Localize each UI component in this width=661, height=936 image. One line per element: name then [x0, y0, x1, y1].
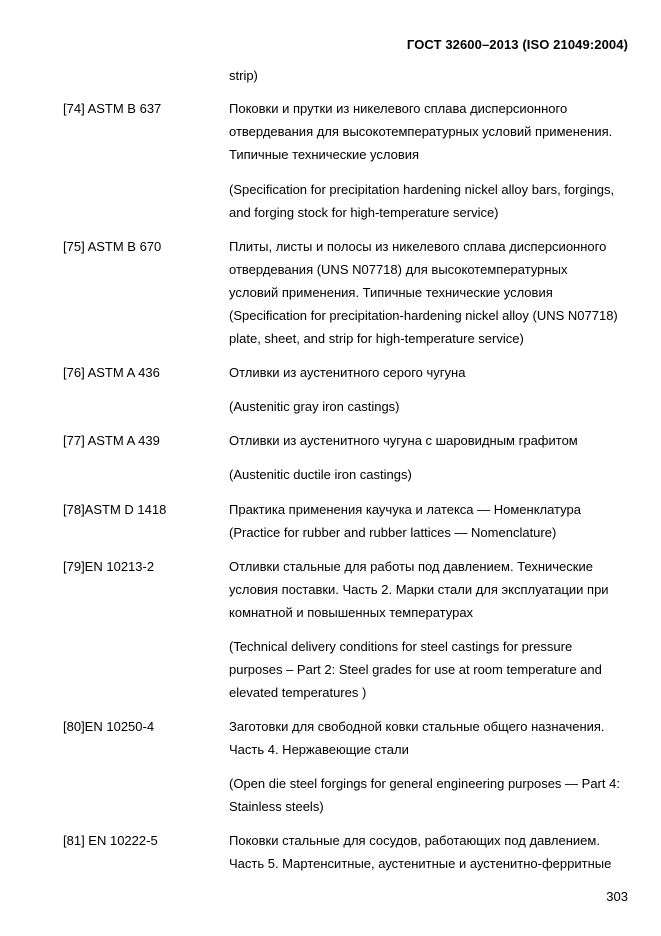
english-title-line: (Open die steel forgings for general engineering purposes — Part 4: [229, 776, 620, 791]
reference-number: [77] ASTM A 439 [63, 433, 160, 448]
russian-title-line: Поковки стальные для сосудов, работающих под давлением. [229, 833, 600, 848]
english-title-line: (Specification for precipitation hardening nickel alloy bars, forgings, [229, 182, 615, 197]
english-title-line: (Austenitic gray iron castings) [229, 399, 400, 414]
reference-number: [79]EN 10213-2 [63, 559, 155, 574]
russian-title-line: отвердевания для высокотемпературных условий применения. [229, 124, 613, 139]
russian-title-line: Отливки из аустенитного чугуна с шаровидным графитом [229, 433, 578, 448]
english-title-line: purposes – Part 2: Steel grades for use at room temperature and [229, 662, 602, 677]
english-title-line: Stainless steels) [229, 799, 324, 814]
russian-title-line: комнатной и повышенных температурах [229, 605, 474, 620]
russian-title-line: Плиты, листы и полосы из никелевого сплава дисперсионного [229, 239, 607, 254]
reference-number: [80]EN 10250-4 [63, 719, 155, 734]
russian-title-line: условий применения. Типичные технические условия [229, 285, 553, 300]
reference-number: [74] ASTM B 637 [63, 101, 162, 116]
english-title-line: and forging stock for high-temperature service) [229, 205, 499, 220]
english-title-line: (Specification for precipitation-hardening nickel alloy (UNS N07718) [229, 308, 618, 323]
russian-title-line: Часть 5. Мартенситные, аустенитные и аустенитно-ферритные [229, 856, 612, 871]
page-number: 303 [606, 889, 628, 904]
document-header: ГОСТ 32600–2013 (ISO 21049:2004) [406, 37, 628, 52]
russian-title-line: Отливки стальные для работы под давлением. Технические [229, 559, 593, 574]
russian-title-line: Практика применения каучука и латекса — Номенклатура [229, 502, 581, 517]
reference-number: [78]ASTM D 1418 [63, 502, 167, 517]
russian-title-line: отвердевания (UNS N07718) для высокотемпературных [229, 262, 568, 277]
russian-title-line: Отливки из аустенитного серого чугуна [229, 365, 466, 380]
russian-title-line: Заготовки для свободной ковки стальные общего назначения. [229, 719, 605, 734]
english-title-line: plate, sheet, and strip for high-temperature service) [229, 331, 524, 346]
english-title-line: elevated temperatures ) [229, 685, 367, 700]
reference-number: [81] EN 10222-5 [63, 833, 158, 848]
russian-title-line: Типичные технические условия [229, 147, 420, 162]
russian-title-line: Поковки и прутки из никелевого сплава дисперсионного [229, 101, 568, 116]
english-title-line: (Austenitic ductile iron castings) [229, 467, 412, 482]
english-title-line: (Technical delivery conditions for steel castings for pressure [229, 639, 573, 654]
russian-title-line: условия поставки. Часть 2. Марки стали для эксплуатации при [229, 582, 609, 597]
english-title-line: (Practice for rubber and rubber lattices — Nomenclature) [229, 525, 557, 540]
continuation-line: strip) [229, 68, 258, 83]
reference-number: [75] ASTM B 670 [63, 239, 162, 254]
russian-title-line: Часть 4. Нержавеющие стали [229, 742, 409, 757]
reference-number: [76] ASTM A 436 [63, 365, 160, 380]
